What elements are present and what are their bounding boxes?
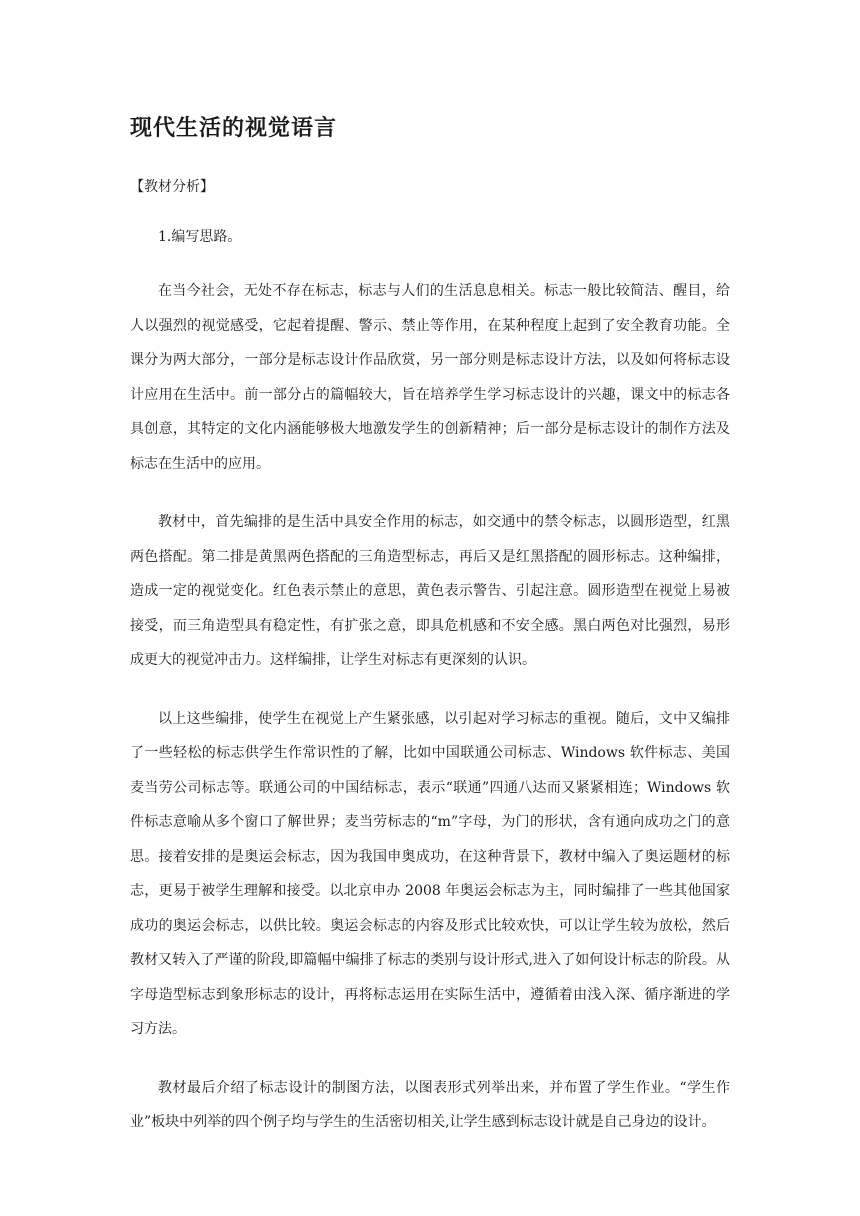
paragraph: 教材中，首先编排的是生活中具安全作用的标志，如交通中的禁令标志，以圆形造型，红黑两色搭配。第二排是黄黑两色搭配的三角造型标志，再后又是红黑搭配的圆形标志。这种编排，造成一定的视觉变化。红色表示禁止的意思，黄色表示警告、引起注意。圆形造型在视觉上易被接受，而三角造型具有稳定性，有扩张之意，即具危机感和不安全感。黑白两色对比强烈，易形成更大的视觉冲击力。这样编排，让学生对标志有更深刻的认识。 [130,514,730,668]
section-heading: 【教材分析】 [130,179,214,195]
paragraph: 在当今社会，无处不存在标志，标志与人们的生活息息相关。标志一般比较简洁、醒目，给人以强烈的视觉感受，它起着提醒、警示、禁止等作用，在某种程度上起到了安全教育功能。全课分为两大部分，一部分是标志设计作品欣赏，另一部分则是标志设计方法，以及如何将标志设计应用在生活中。前一部分占的篇幅较大，旨在培养学生学习标志设计的兴趣，课文中的标志各具创意，其特定的文化内涵能够极大地激发学生的创新精神；后一部分是标志设计的制作方法及标志在生活中的应用。 [130,283,730,472]
document-page [130,112,730,1140]
sub-heading: 1.编写思路。 [158,229,242,245]
paragraph: 以上这些编排，使学生在视觉上产生紧张感，以引起对学习标志的重视。随后，文中又编排了一些轻松的标志供学生作常识性的了解，比如中国联通公司标志、Windows 软件标志、美国麦当劳公司标志等。联通公司的中国结标志，表示“联通”四通八达而又紧紧相连；Windows 软件标志意喻从多个窗口了解世界；麦当劳标志的“m”字母，为门的形状，含有通向成功之门的意思。接着安排的是奥运会标志，因为我国申奥成功，在这种背景下，教材中编入了奥运题材的标志，更易于被学生理解和接受。以北京申办 2008 年奥运会标志为主，同时编排了一些其他国家成功的奥运会标志，以供比较。奥运会标志的内容及形式比较欢快，可以让学生较为放松，然后教材又转入了严谨的阶段,即篇幅中编排了标志的类别与设计形式,进入了如何设计标志的阶段。从字母造型标志到象形标志的设计，再将标志运用在实际生活中，遵循着由浅入深、循序渐进的学习方法。 [130,710,730,1037]
document-title: 现代生活的视觉语言 [130,116,338,141]
paragraph: 教材最后介绍了标志设计的制图方法，以图表形式列举出来，并布置了学生作业。“学生作业”板块中列举的四个例子均与学生的生活密切相关,让学生感到标志设计就是自己身边的设计。 [130,1079,730,1130]
